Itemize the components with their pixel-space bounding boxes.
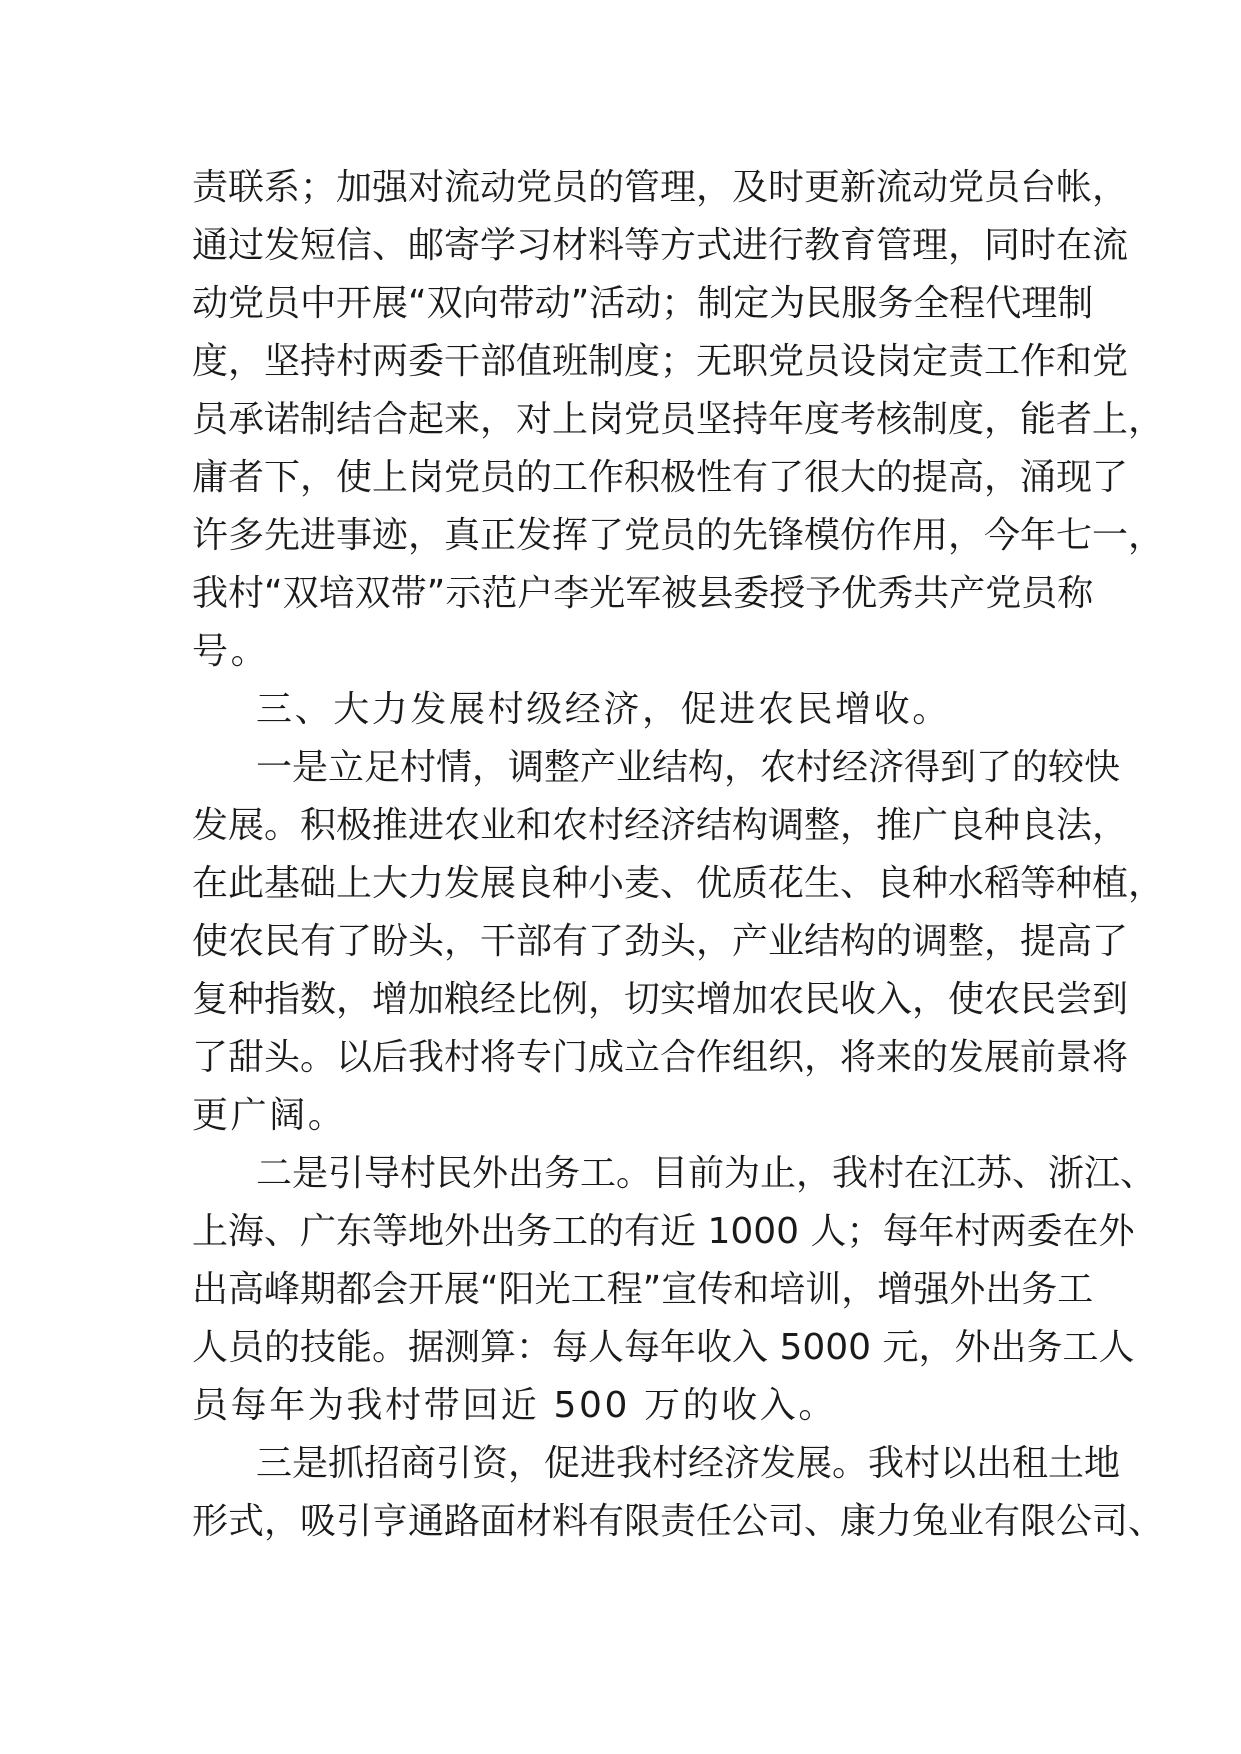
text-line: 上海、广东等地外出务工的有近 1000 人；每年村两委在外: [192, 1211, 1135, 1252]
text-line: 人员的技能。据测算：每人每年收入 5000 元，外出务工人: [192, 1327, 1135, 1368]
paragraph-first-line: 三是抓招商引资，促进我村经济发展。我村以出租土地: [256, 1443, 1121, 1484]
section-heading: 三、大力发展村级经济，促进农民增收。: [256, 689, 951, 730]
text-line: 我村“双培双带”示范户李光军被县委授予优秀共产党员称: [192, 573, 1094, 614]
text-line: 度，坚持村两委干部值班制度；无职党员设岗定责工作和党: [192, 341, 1129, 382]
text-line: 发展。积极推进农业和农村经济结构调整，推广良种良法，: [192, 805, 1129, 846]
text-line: 形式，吸引亨通路面材料有限责任公司、康力兔业有限公司、: [192, 1501, 1165, 1542]
paragraph-first-line: 一是立足村情，调整产业结构，农村经济得到了的较快: [256, 747, 1121, 788]
text-line: 动党员中开展“双向带动”活动；制定为民服务全程代理制: [192, 283, 1094, 324]
text-line: 出高峰期都会开展“阳光工程”宣传和培训，增强外出务工: [192, 1269, 1094, 1310]
text-line: 员每年为我村带回近 500 万的收入。: [192, 1385, 837, 1426]
text-line: 通过发短信、邮寄学习材料等方式进行教育管理，同时在流: [192, 225, 1129, 266]
text-line: 责联系；加强对流动党员的管理，及时更新流动党员台帐，: [192, 167, 1129, 208]
paragraph-first-line: 二是引导村民外出务工。目前为止，我村在江苏、浙江、: [256, 1153, 1157, 1194]
text-line: 使农民有了盼头，干部有了劲头，产业结构的调整，提高了: [192, 921, 1129, 962]
text-line: 庸者下，使上岗党员的工作积极性有了很大的提高，涌现了: [192, 457, 1129, 498]
text-line: 号。: [192, 631, 270, 672]
text-line: 复种指数，增加粮经比例，切实增加农民收入，使农民尝到: [192, 979, 1129, 1020]
text-line: 了甜头。以后我村将专门成立合作组织，将来的发展前景将: [192, 1037, 1129, 1078]
text-line: 员承诺制结合起来，对上岗党员坚持年度考核制度，能者上，: [192, 399, 1165, 440]
text-line: 许多先进事迹，真正发挥了党员的先锋模仿作用，今年七一，: [192, 515, 1165, 556]
text-line: 更广阔。: [192, 1095, 347, 1136]
text-line: 在此基础上大力发展良种小麦、优质花生、良种水稻等种植，: [192, 863, 1165, 904]
